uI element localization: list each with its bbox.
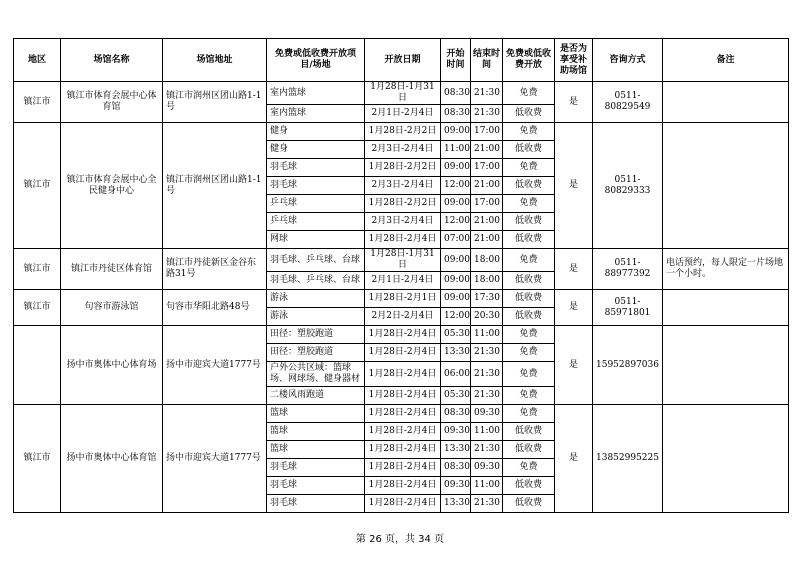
start-time-cell: 12:00 bbox=[441, 177, 471, 195]
open-date-cell: 1月28日-2月4日 bbox=[365, 344, 441, 362]
end-time-cell: 09:30 bbox=[471, 459, 503, 477]
end-time-cell: 11:00 bbox=[471, 423, 503, 441]
open-date-cell: 1月28日-2月4日 bbox=[365, 441, 441, 459]
open-date-cell: 2月1日-2月4日 bbox=[365, 272, 441, 290]
venue-address-cell: 镇江市丹徒新区金谷东路31号 bbox=[163, 249, 267, 290]
venue-name-cell: 句容市游泳馆 bbox=[61, 290, 163, 326]
region-cell bbox=[14, 326, 61, 405]
end-time-cell: 18:00 bbox=[471, 249, 503, 272]
open-item-cell: 游泳 bbox=[267, 308, 365, 326]
header-subsidy: 是否为享受补助场馆 bbox=[555, 39, 593, 82]
table-row bbox=[14, 249, 789, 272]
open-item-cell: 网球 bbox=[267, 231, 365, 249]
start-time-cell: 09:30 bbox=[441, 423, 471, 441]
header-venue-address: 场馆地址 bbox=[163, 39, 267, 82]
region-cell: 镇江市 bbox=[14, 82, 61, 123]
open-date-cell: 1月28日-1月31日 bbox=[365, 82, 441, 105]
start-time-cell: 08:30 bbox=[441, 82, 471, 105]
header-fee-type: 免费或低收费开放 bbox=[503, 39, 555, 82]
start-time-cell: 05:30 bbox=[441, 387, 471, 405]
venue-address-cell: 扬中市迎宾大道1777号 bbox=[163, 326, 267, 405]
note-cell bbox=[663, 82, 789, 123]
header-open-date: 开放日期 bbox=[365, 39, 441, 82]
start-time-cell: 12:00 bbox=[441, 308, 471, 326]
subsidy-cell: 是 bbox=[555, 290, 593, 326]
fee-type-cell: 低收费 bbox=[503, 177, 555, 195]
note-cell bbox=[663, 326, 789, 405]
table-row bbox=[14, 290, 789, 308]
open-item-cell: 羽毛球 bbox=[267, 477, 365, 495]
open-item-cell: 二楼风雨跑道 bbox=[267, 387, 365, 405]
start-time-cell: 09:00 bbox=[441, 159, 471, 177]
open-date-cell: 1月28日-2月1日 bbox=[365, 290, 441, 308]
fee-type-cell: 低收费 bbox=[503, 231, 555, 249]
venue-name-cell: 镇江市丹徒区体育馆 bbox=[61, 249, 163, 290]
open-item-cell: 田径：塑胶跑道 bbox=[267, 326, 365, 344]
fee-type-cell: 低收费 bbox=[503, 272, 555, 290]
open-item-cell: 篮球 bbox=[267, 405, 365, 423]
fee-type-cell: 低收费 bbox=[503, 495, 555, 513]
end-time-cell: 09:30 bbox=[471, 405, 503, 423]
open-date-cell: 1月28日-2月4日 bbox=[365, 495, 441, 513]
open-date-cell: 2月3日-2月4日 bbox=[365, 213, 441, 231]
table-body bbox=[14, 82, 789, 513]
open-item-cell: 室内篮球 bbox=[267, 82, 365, 105]
venue-name-cell: 扬中市奥体中心体育场 bbox=[61, 326, 163, 405]
end-time-cell: 21:00 bbox=[471, 231, 503, 249]
open-date-cell: 1月28日-2月2日 bbox=[365, 195, 441, 213]
contact-cell: 0511-80829549 bbox=[593, 82, 663, 123]
fee-type-cell: 低收费 bbox=[503, 441, 555, 459]
subsidy-cell: 是 bbox=[555, 326, 593, 405]
open-item-cell: 健身 bbox=[267, 123, 365, 141]
start-time-cell: 11:00 bbox=[441, 141, 471, 159]
fee-type-cell: 免费 bbox=[503, 249, 555, 272]
fee-type-cell: 免费 bbox=[503, 344, 555, 362]
venue-name-cell: 扬中市奥体中心体育馆 bbox=[61, 405, 163, 513]
end-time-cell: 21:30 bbox=[471, 105, 503, 123]
end-time-cell: 17:00 bbox=[471, 123, 503, 141]
open-date-cell: 1月28日-2月2日 bbox=[365, 159, 441, 177]
start-time-cell: 12:00 bbox=[441, 213, 471, 231]
venue-name-cell: 镇江市体育会展中心体育馆 bbox=[61, 82, 163, 123]
fee-type-cell: 免费 bbox=[503, 326, 555, 344]
open-item-cell: 篮球 bbox=[267, 423, 365, 441]
fee-type-cell: 免费 bbox=[503, 459, 555, 477]
open-item-cell: 田径：塑胶跑道 bbox=[267, 344, 365, 362]
end-time-cell: 17:30 bbox=[471, 290, 503, 308]
end-time-cell: 17:00 bbox=[471, 159, 503, 177]
fee-type-cell: 免费 bbox=[503, 159, 555, 177]
open-date-cell: 2月3日-2月4日 bbox=[365, 177, 441, 195]
venue-table bbox=[13, 38, 789, 513]
start-time-cell: 13:30 bbox=[441, 344, 471, 362]
end-time-cell: 21:30 bbox=[471, 441, 503, 459]
end-time-cell: 21:30 bbox=[471, 495, 503, 513]
open-date-cell: 1月28日-1月31日 bbox=[365, 249, 441, 272]
header-row bbox=[14, 39, 789, 82]
open-item-cell: 羽毛球、乒乓球、台球 bbox=[267, 249, 365, 272]
venue-address-cell: 句容市华阳北路48号 bbox=[163, 290, 267, 326]
end-time-cell: 21:30 bbox=[471, 344, 503, 362]
end-time-cell: 21:30 bbox=[471, 387, 503, 405]
start-time-cell: 13:30 bbox=[441, 441, 471, 459]
start-time-cell: 08:30 bbox=[441, 405, 471, 423]
end-time-cell: 11:00 bbox=[471, 477, 503, 495]
open-item-cell: 乒乓球 bbox=[267, 213, 365, 231]
fee-type-cell: 低收费 bbox=[503, 308, 555, 326]
fee-type-cell: 免费 bbox=[503, 387, 555, 405]
venue-address-cell: 镇江市润州区团山路1-1号 bbox=[163, 82, 267, 123]
subsidy-cell: 是 bbox=[555, 82, 593, 123]
end-time-cell: 20:30 bbox=[471, 308, 503, 326]
note-cell: 电话预约，每人限定一片场地一个小时。 bbox=[663, 249, 789, 290]
page-footer: 第 26 页，共 34 页 bbox=[355, 534, 445, 545]
start-time-cell: 09:00 bbox=[441, 249, 471, 272]
note-cell bbox=[663, 290, 789, 326]
open-item-cell: 室内篮球 bbox=[267, 105, 365, 123]
end-time-cell: 21:00 bbox=[471, 213, 503, 231]
table-row bbox=[14, 82, 789, 105]
start-time-cell: 08:30 bbox=[441, 105, 471, 123]
end-time-cell: 17:00 bbox=[471, 195, 503, 213]
open-date-cell: 1月28日-2月4日 bbox=[365, 477, 441, 495]
end-time-cell: 18:00 bbox=[471, 272, 503, 290]
end-time-cell: 21:00 bbox=[471, 177, 503, 195]
subsidy-cell: 是 bbox=[555, 249, 593, 290]
table-row bbox=[14, 123, 789, 141]
fee-type-cell: 低收费 bbox=[503, 290, 555, 308]
end-time-cell: 11:00 bbox=[471, 326, 503, 344]
venue-address-cell: 镇江市润州区团山路1-1号 bbox=[163, 123, 267, 249]
region-cell: 镇江市 bbox=[14, 290, 61, 326]
start-time-cell: 07:00 bbox=[441, 231, 471, 249]
open-item-cell: 羽毛球 bbox=[267, 459, 365, 477]
end-time-cell: 21:30 bbox=[471, 362, 503, 387]
start-time-cell: 09:30 bbox=[441, 477, 471, 495]
subsidy-cell: 是 bbox=[555, 405, 593, 513]
start-time-cell: 09:00 bbox=[441, 290, 471, 308]
fee-type-cell: 免费 bbox=[503, 362, 555, 387]
open-item-cell: 羽毛球、乒乓球、台球 bbox=[267, 272, 365, 290]
fee-type-cell: 低收费 bbox=[503, 423, 555, 441]
fee-type-cell: 免费 bbox=[503, 82, 555, 105]
open-date-cell: 1月28日-2月4日 bbox=[365, 326, 441, 344]
contact-cell: 0511-85971801 bbox=[593, 290, 663, 326]
end-time-cell: 21:00 bbox=[471, 141, 503, 159]
fee-type-cell: 免费 bbox=[503, 123, 555, 141]
region-cell: 镇江市 bbox=[14, 123, 61, 249]
open-item-cell: 健身 bbox=[267, 141, 365, 159]
fee-type-cell: 低收费 bbox=[503, 141, 555, 159]
region-cell: 镇江市 bbox=[14, 249, 61, 290]
region-cell: 镇江市 bbox=[14, 405, 61, 513]
start-time-cell: 06:00 bbox=[441, 362, 471, 387]
start-time-cell: 09:00 bbox=[441, 123, 471, 141]
open-date-cell: 1月28日-2月4日 bbox=[365, 405, 441, 423]
header-note: 备注 bbox=[663, 39, 789, 82]
header-contact: 咨询方式 bbox=[593, 39, 663, 82]
table-row bbox=[14, 326, 789, 344]
end-time-cell: 21:30 bbox=[471, 82, 503, 105]
note-cell bbox=[663, 405, 789, 513]
venue-address-cell: 扬中市迎宾大道1777号 bbox=[163, 405, 267, 513]
open-item-cell: 羽毛球 bbox=[267, 177, 365, 195]
open-date-cell: 1月28日-2月4日 bbox=[365, 423, 441, 441]
open-item-cell: 乒乓球 bbox=[267, 195, 365, 213]
start-time-cell: 08:30 bbox=[441, 459, 471, 477]
open-item-cell: 户外公共区域：篮球场、网球场、健身器材 bbox=[267, 362, 365, 387]
start-time-cell: 09:00 bbox=[441, 272, 471, 290]
open-date-cell: 1月28日-2月4日 bbox=[365, 387, 441, 405]
fee-type-cell: 低收费 bbox=[503, 105, 555, 123]
fee-type-cell: 低收费 bbox=[503, 477, 555, 495]
header-open-item: 免费或低收费开放项目/场地 bbox=[267, 39, 365, 82]
fee-type-cell: 低收费 bbox=[503, 213, 555, 231]
start-time-cell: 05:30 bbox=[441, 326, 471, 344]
start-time-cell: 09:00 bbox=[441, 195, 471, 213]
open-item-cell: 羽毛球 bbox=[267, 159, 365, 177]
open-date-cell: 1月28日-2月4日 bbox=[365, 231, 441, 249]
open-date-cell: 1月28日-2月4日 bbox=[365, 459, 441, 477]
header-venue-name: 场馆名称 bbox=[61, 39, 163, 82]
fee-type-cell: 免费 bbox=[503, 405, 555, 423]
fee-type-cell: 免费 bbox=[503, 195, 555, 213]
open-date-cell: 1月28日-2月2日 bbox=[365, 123, 441, 141]
header-region: 地区 bbox=[14, 39, 61, 82]
subsidy-cell: 是 bbox=[555, 123, 593, 249]
contact-cell: 15952897036 bbox=[593, 326, 663, 405]
open-item-cell: 游泳 bbox=[267, 290, 365, 308]
open-item-cell: 羽毛球 bbox=[267, 495, 365, 513]
contact-cell: 13852995225 bbox=[593, 405, 663, 513]
table-row bbox=[14, 405, 789, 423]
note-cell bbox=[663, 123, 789, 249]
header-start-time: 开始时间 bbox=[441, 39, 471, 82]
open-date-cell: 2月2日-2月4日 bbox=[365, 308, 441, 326]
venue-name-cell: 镇江市体育会展中心全民健身中心 bbox=[61, 123, 163, 249]
open-date-cell: 1月28日-2月4日 bbox=[365, 362, 441, 387]
start-time-cell: 13:30 bbox=[441, 495, 471, 513]
open-date-cell: 2月3日-2月4日 bbox=[365, 141, 441, 159]
header-end-time: 结束时间 bbox=[471, 39, 503, 82]
contact-cell: 0511-88977392 bbox=[593, 249, 663, 290]
open-item-cell: 篮球 bbox=[267, 441, 365, 459]
contact-cell: 0511-80829333 bbox=[593, 123, 663, 249]
open-date-cell: 2月1日-2月4日 bbox=[365, 105, 441, 123]
